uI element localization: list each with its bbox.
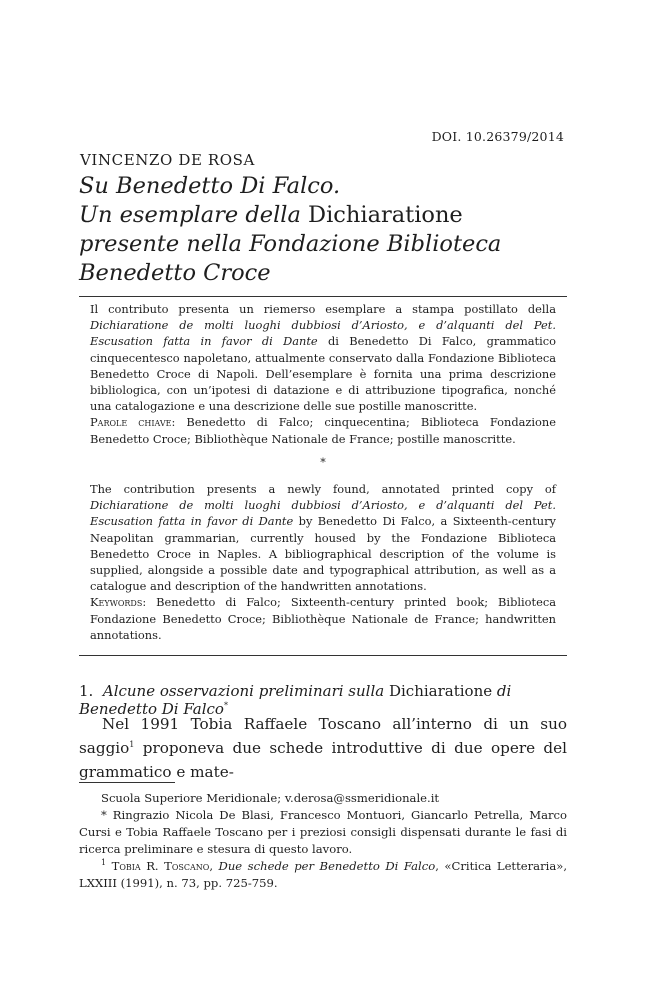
abstract-it-work-title: Dichiaratione de molti luoghi dubbiosi d’Ariosto, e d’alquanti del Pet. Escusation fatta in favor di Dante (90, 318, 556, 349)
footnote-1-title: Due schede per Benedetto Di Falco (218, 859, 436, 873)
abstract-italian (90, 301, 556, 447)
footnotes (79, 790, 567, 892)
footnote-thanks: * Ringrazio Nicola De Blasi, Francesco Montuori, Giancarlo Petrella, Marco Cursi e Tobia Raffaele Toscano per i preziosi consigli dispensati durante le fasi di ricerca preliminare e stesura di questo lavoro. (79, 808, 567, 856)
footnote-affiliation: Scuola Superiore Meridionale; v.derosa@ssmeridionale.it (101, 791, 440, 805)
footnote-1: $^1$ Tobia R. Toscano, Due schede per Benedetto Di Falco, «Critica Letteraria», LXXIII (1991), n. 73, pp. 725-759. (79, 858, 568, 890)
abstract-en-work-title: Dichiaratione de molti luoghi dubbiosi d’Ariosto, e d’alquanti del Pet. Escusation fatta in favor di Dante (90, 498, 556, 529)
footnote-1-number: 1 (101, 858, 107, 868)
title-line-2-italic: Un esemplare della (79, 202, 309, 228)
title-line-2-roman: Dichiaratione (308, 202, 463, 228)
title-line-3: presente nella Fondazione Biblioteca Benedetto Croce (79, 231, 502, 286)
abstract-it-text-before: Il contributo presenta un riemerso esemplare a stampa postillato della (90, 302, 556, 316)
footnote-ref-1[interactable]: 1 (129, 739, 135, 749)
keywords-it: : Benedetto di Falco; cinquecentina; Biblioteca Fondazione Benedetto Croce; Bibliothèque Nationale de France; postille manoscritte. (90, 415, 556, 446)
separator-asterisk: * (320, 456, 326, 469)
doi-label: DOI. 10.26379/2014 (431, 129, 564, 144)
abstract-english (90, 481, 556, 643)
section-italic-a: Alcune osservazioni preliminari sulla (102, 682, 389, 700)
footnote-1-author: Tobia R. Toscano (111, 859, 210, 873)
keywords-en: : Benedetto di Falco; Sixteenth-century printed book; Biblioteca Fondazione Benedetto Croce; Bibliothèque Nationale de France; handwritten annotations. (90, 595, 556, 642)
section-italic-b: di Benedetto Di Falco (79, 682, 512, 718)
abstract-box (79, 296, 567, 656)
body-text-b: proponeva due schede introduttive di due opere del grammatico e mate- (79, 739, 567, 781)
keywords-it-label: Parole chiave (90, 415, 172, 430)
abstract-it-text-after: di Benedetto Di Falco, grammatico cinquecentesco napoletano, attualmente conservato dalla Fondazione Biblioteca Benedetto Croce di Napoli. Dell’esemplare è fornita una prima descrizione bibliologica, con un’ipotesi di datazione e di attribuzione tipografica, nonché una catalogazione e una descrizione delle sue postille manoscritte. (90, 334, 556, 414)
keywords-en-label: Keywords (90, 595, 143, 610)
footnote-1-rest: , «Critica Letteraria», LXXIII (1991), n. 73, pp. 725-759. (79, 859, 568, 890)
body-paragraph (79, 712, 567, 784)
footnote-rule (79, 782, 175, 783)
section-footnote-mark: * (223, 701, 228, 710)
body-text-a: Nel 1991 Tobia Raffaele Toscano all’interno di un suo saggio (79, 715, 567, 757)
section-number: 1. (79, 682, 94, 700)
abstract-en-text-after: by Benedetto Di Falco, a Sixteenth-century Neapolitan grammarian, currently housed by the Fondazione Biblioteca Benedetto Croce in Naples. A bibliographical description of the volume is supplied, alongside a possible date and typographical attribution, as well as a catalogue and description of the handwritten annotations. (90, 514, 556, 594)
title-line-2 (79, 201, 579, 230)
section-roman: Dichiaratione (388, 682, 493, 700)
author-name: VINCENZO DE ROSA (80, 151, 255, 169)
abstract-en-text-before: The contribution presents a newly found, annotated printed copy of (90, 482, 556, 496)
title-line-1: Su Benedetto Di Falco. (79, 173, 341, 199)
article-title (79, 172, 579, 288)
